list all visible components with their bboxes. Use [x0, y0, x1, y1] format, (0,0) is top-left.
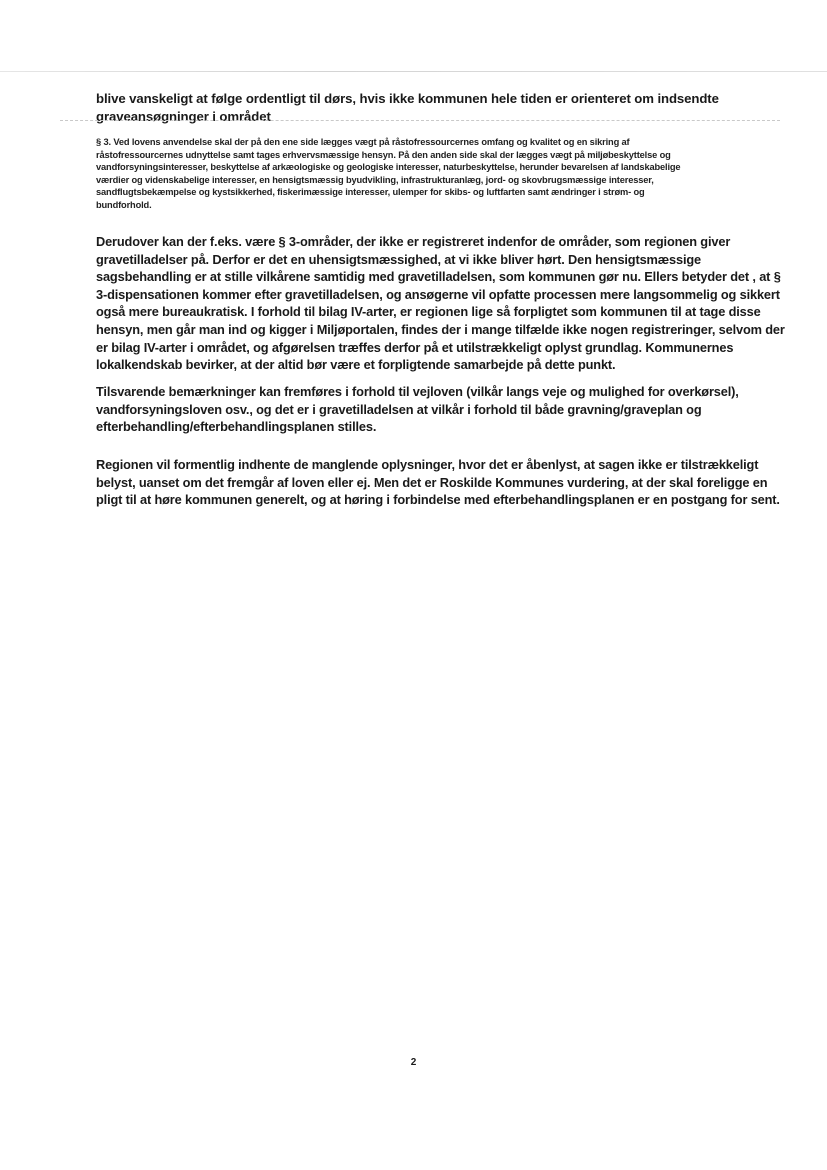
scan-edge — [0, 71, 827, 72]
quote-line: vandforsyningsinteresser, beskyttelse af arkæologiske og geologiske interesser, naturbeskyttelse, herunder bevarelsen af landskabelige — [96, 162, 681, 173]
quote-line: § 3. Ved lovens anvendelse skal der på den ene side lægges vægt på råstofressourcernes omfang og kvalitet og en sikring af — [96, 137, 630, 147]
paragraph-2 — [96, 383, 756, 436]
text-line: Tilsvarende bemærkninger kan fremføres i forhold til vejloven (vilkår langs veje og mulighed for overkørsel), — [96, 384, 739, 399]
quote-line: råstofressourcernes udnyttelse samt tages erhvervsmæssige hensyn. På den anden side skal der lægges vægt på miljøbeskyttelse og — [96, 149, 671, 160]
text-line: Regionen vil formentlig indhente de manglende oplysninger, hvor det er åbenlyst, at sagen ikke er tilstrækkeligt — [96, 457, 759, 472]
text-line: er bilag IV-arter i området, og afgørelsen træffes derfor på et utilstrækkeligt oplyst grundlag. Kommunernes — [96, 339, 734, 355]
text-line: lokalkendskab bevirker, at der altid bør være et forpligtende samarbejde på dette punkt. — [96, 357, 616, 373]
quote-line: bundforhold. — [96, 199, 152, 210]
divider — [60, 120, 780, 121]
page-number: 2 — [410, 1057, 417, 1068]
text-line: sagsbehandling er at stille vilkårene samtidig med gravetilladelsen, som kommunen gør nu. Ellers betyder det , at § — [96, 269, 781, 285]
law-quote — [96, 136, 742, 212]
text-line: belyst, uanset om det fremgår af loven eller ej. Men det er Roskilde Kommunes vurdering, at der skal foreligge en — [96, 474, 768, 490]
intro-line-1: blive vanskeligt at følge ordentligt til dørs, hvis ikke kommunen hele tiden er orienteret om indsendte — [96, 91, 719, 106]
text-line: gravetilladelser på. Derfor er det en uhensigtsmæssighed, at vi ikke bliver hørt. Den hensigtsmæssige — [96, 251, 701, 267]
text-line: 3-dispensationen kommer efter gravetilladelsen, og ansøgerne vil opfatte processen mere langsommelig og sikkert — [96, 286, 780, 302]
text-line: vandforsyningsloven osv., og det er i gravetilladelsen at vilkår i forhold til både gravning/graveplan og — [96, 401, 702, 417]
quote-line: værdier og videnskabelige interesser, en hensigtsmæssig byudvikling, infrastrukturanlæg, jord- og skovbrugsmæssige interesser, — [96, 174, 654, 185]
text-line: Derudover kan der f.eks. være § 3-områder, der ikke er registreret indenfor de områder, som regionen giver — [96, 234, 731, 249]
paragraph-1 — [96, 233, 785, 374]
quote-line: sandflugtsbekæmpelse og kystsikkerhed, fiskerimæssige interesser, ulemper for skibs- og luftfarten samt ændringer i strøm- og — [96, 187, 645, 198]
text-line: hensyn, men går man ind og kigger i Miljøportalen, findes der i mange tilfælde ikke nogen registreringer, selvom der — [96, 321, 785, 337]
paragraph-3 — [96, 456, 780, 509]
text-line: også mere bureaukratisk. I forhold til bilag IV-arter, er regionen lige så forpligtet som kommunen til at tage disse — [96, 304, 761, 320]
intro-line-2: graveansøgninger i området — [96, 109, 271, 124]
text-line: efterbehandling/efterbehandlingsplanen stilles. — [96, 419, 377, 435]
text-line: pligt til at høre kommunen generelt, og at høring i forbindelse med efterbehandlingsplanen er en postgang for sent. — [96, 492, 780, 508]
